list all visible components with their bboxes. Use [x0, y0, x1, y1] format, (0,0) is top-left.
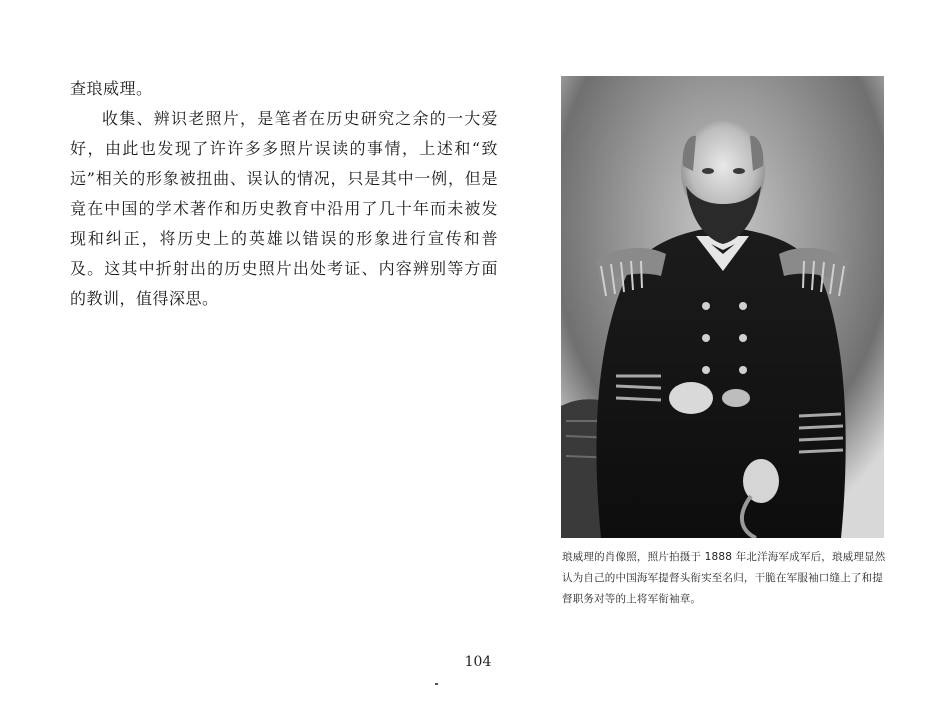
left-page-text: [70, 74, 498, 314]
portrait-photo: [561, 76, 884, 538]
scan-speck: [435, 683, 438, 685]
page-number: 104: [464, 654, 492, 670]
paragraph-1: 查琅威理。: [70, 79, 153, 98]
paragraph-2: 收集、辨识老照片，是笔者在历史研究之余的一大爱好，由此也发现了许许多多照片误读的事情，上述和“致远”相关的形象被扭曲、误认的情况，只是其中一例，但是竟在中国的学术著作和历史教育中沿用了几十年而未被发现和纠正，将历史上的英雄以错误的形象进行宣传和普及。这其中折射出的历史照片出处考证、内容辨别等方面的教训，值得深思。: [70, 109, 498, 308]
photo-caption: 琅威理的肖像照，照片拍摄于 1888 年北洋海军成军后，琅威理显然认为自己的中国海军提督头衔实至名归，干脆在军服袖口缝上了和提督职务对等的上将军衔袖章。: [562, 551, 886, 605]
